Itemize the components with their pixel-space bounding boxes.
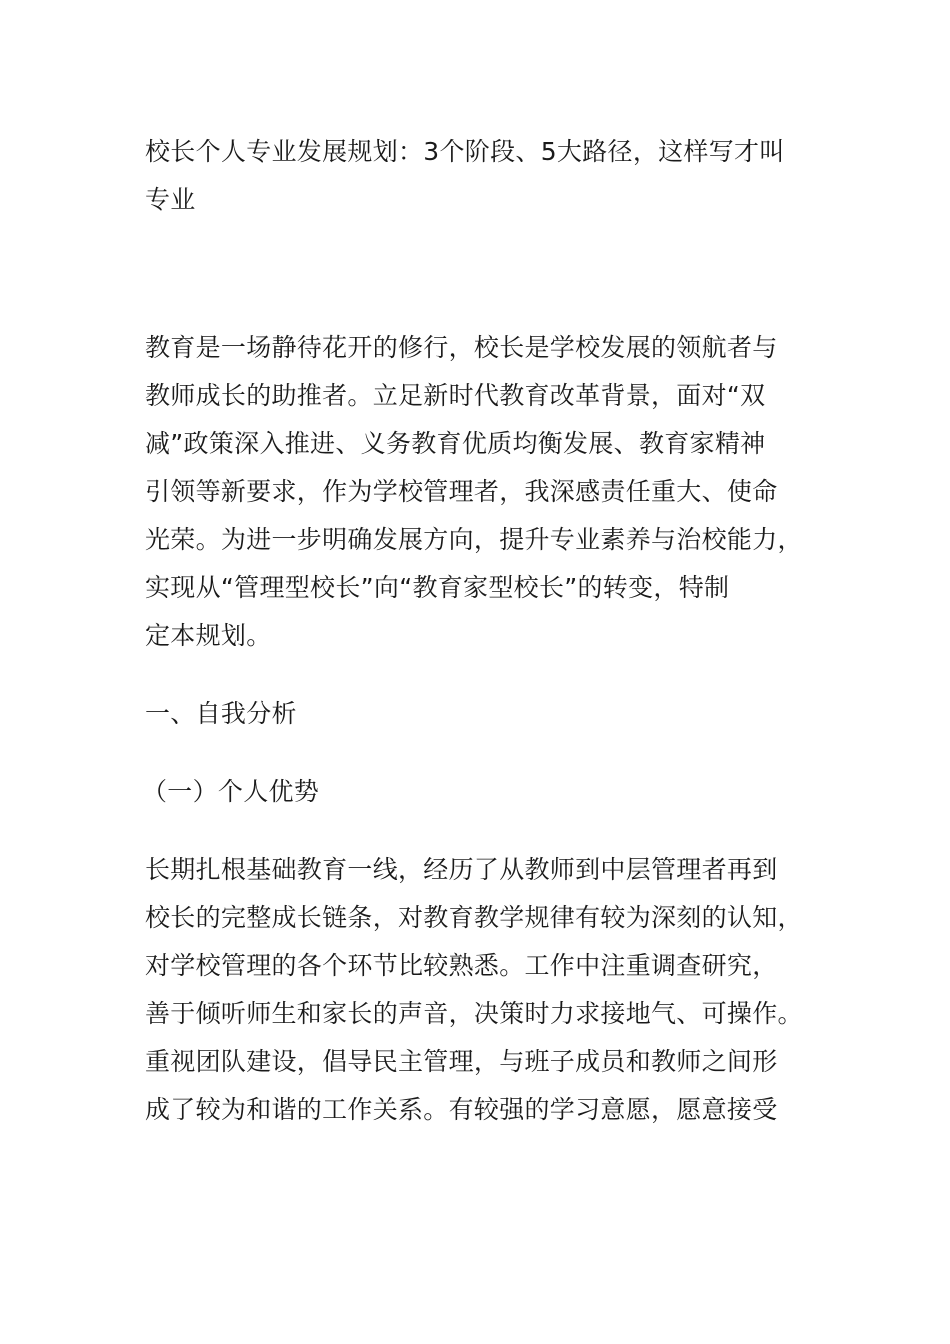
subsection-heading: （一）个人优势: [142, 777, 320, 806]
document-body: [142, 128, 807, 1164]
paragraph-line: 教师成长的助推者。立足新时代教育改革背景，面对“双: [145, 381, 766, 410]
subsection-heading-personal-strengths: [142, 768, 807, 816]
paragraph-line: 教育是一场静待花开的修行，校长是学校发展的领航者与: [145, 333, 778, 362]
paragraph-line: 实现从“管理型校长”向“教育家型校长”的转变，特制: [145, 573, 730, 602]
paragraph-line: 长期扎根基础教育一线，经历了从教师到中层管理者再到: [145, 855, 778, 884]
paragraph-line: 光荣。为进一步明确发展方向，提升专业素养与治校能力，: [145, 525, 803, 554]
strengths-paragraph: [145, 846, 807, 1134]
section-heading: 一、自我分析: [145, 699, 297, 728]
paragraph-line: 重视团队建设，倡导民主管理，与班子成员和教师之间形: [145, 1047, 778, 1076]
document-title: [145, 128, 807, 224]
title-line: 校长个人专业发展规划：3个阶段、5大路径，这样写才叫: [145, 137, 785, 166]
intro-paragraph: [145, 324, 807, 660]
paragraph-line: 对学校管理的各个环节比较熟悉。工作中注重调查研究，: [145, 951, 778, 980]
paragraph-line: 成了较为和谐的工作关系。有较强的学习意愿，愿意接受: [145, 1095, 778, 1124]
paragraph-line: 减”政策深入推进、义务教育优质均衡发展、教育家精神: [145, 429, 766, 458]
title-line: 专业: [145, 185, 196, 214]
paragraph-line: 定本规划。: [145, 621, 272, 650]
paragraph-line: 校长的完整成长链条，对教育教学规律有较为深刻的认知，: [145, 903, 803, 932]
section-heading-self-analysis: [145, 690, 807, 738]
paragraph-line: 引领等新要求，作为学校管理者，我深感责任重大、使命: [145, 477, 778, 506]
paragraph-line: 善于倾听师生和家长的声音，决策时力求接地气、可操作。: [145, 999, 803, 1028]
